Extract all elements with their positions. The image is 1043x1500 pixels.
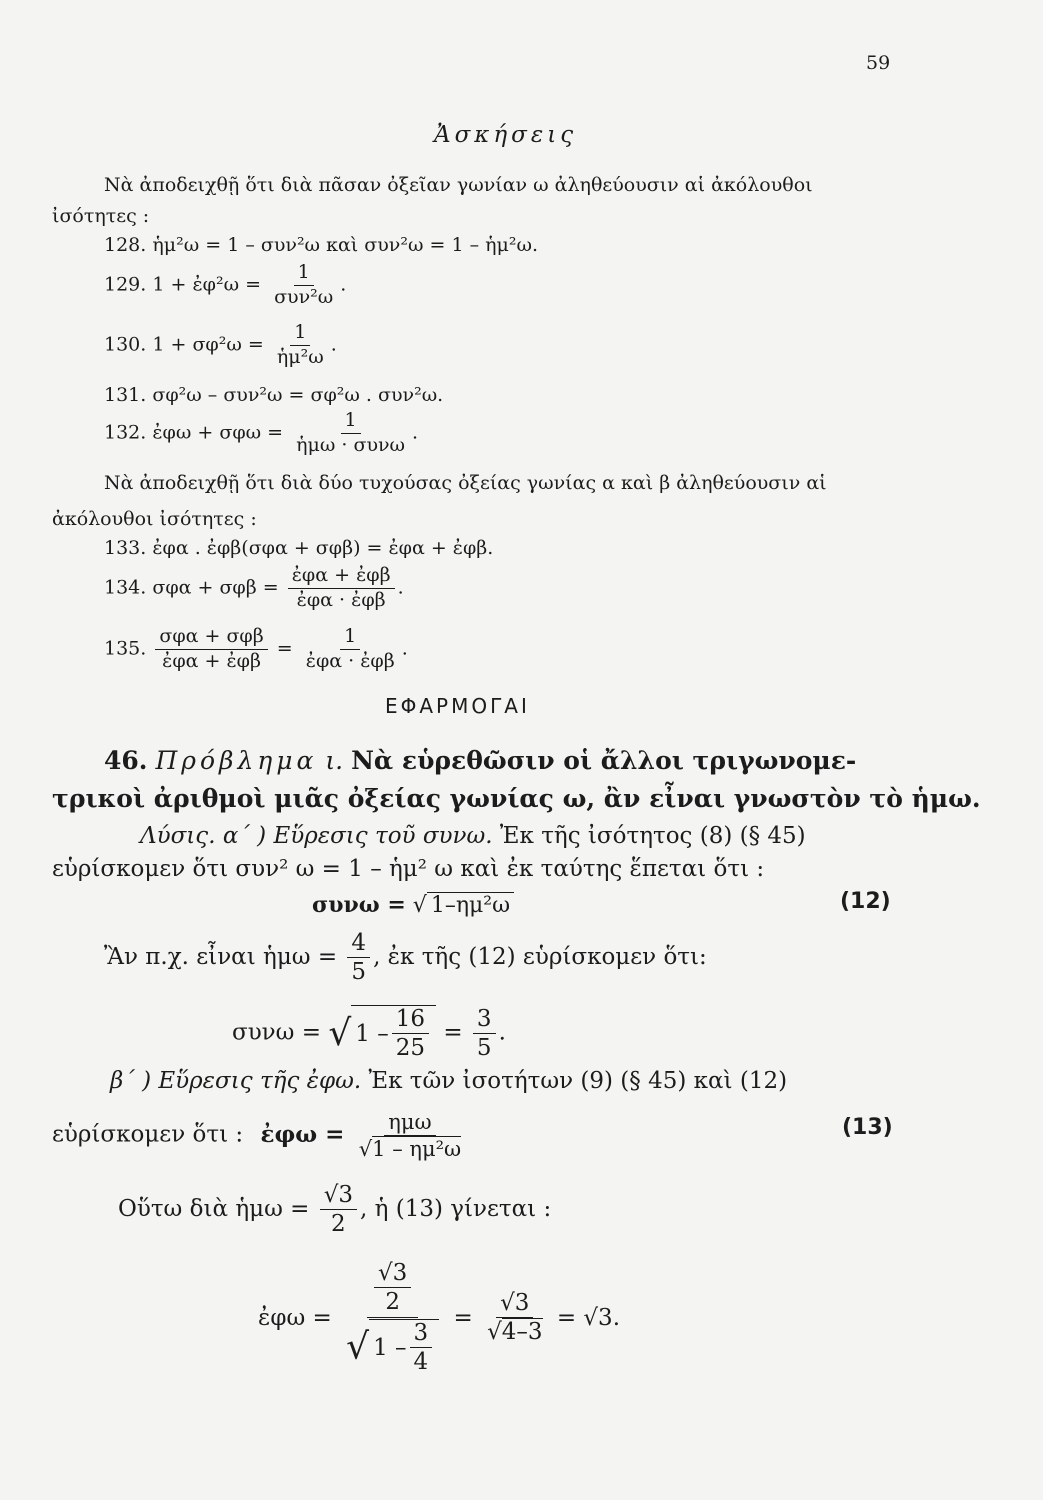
fraction bbox=[273, 322, 328, 369]
problem-statement: Νὰ εὑρεθῶσιν οἱ ἄλλοι τριγωνομε- bbox=[351, 746, 857, 775]
exercises-heading: Ἀσκήσεις bbox=[434, 122, 578, 148]
fraction-numerator: 1 bbox=[341, 410, 361, 434]
exercise-number: 134. bbox=[104, 576, 147, 599]
fraction-numerator: ημω bbox=[384, 1110, 435, 1136]
solution-line2: εὑρίσκομεν ὅτι συν² ω = 1 – ἡμ² ω καὶ ἐκ ταύτης ἕπεται ὅτι : bbox=[52, 856, 765, 882]
fraction-numerator: 16 bbox=[392, 1006, 429, 1034]
fraction-denominator bbox=[342, 1318, 443, 1376]
exercise-number: 133. bbox=[104, 537, 147, 559]
radicand: 1 – ημ²ω bbox=[372, 1137, 462, 1162]
exercise-number: 128. bbox=[104, 234, 147, 256]
exercise-number: 131. bbox=[104, 384, 147, 406]
fraction bbox=[355, 1110, 465, 1161]
fraction-numerator: √3 bbox=[320, 1182, 357, 1210]
square-root-icon: √ bbox=[358, 1137, 373, 1162]
beta-reference: Ἐκ τῶν ἰσοτήτων (9) (§ 45) καὶ (12) bbox=[368, 1068, 788, 1094]
problem-label-number: ι. bbox=[325, 746, 344, 775]
big-fraction bbox=[342, 1260, 443, 1376]
fraction-denominator: 5 bbox=[476, 1034, 492, 1061]
fraction bbox=[374, 1260, 411, 1316]
exercise-number: 132. bbox=[104, 421, 147, 444]
equals-sign: = bbox=[453, 1304, 473, 1331]
final-calculation bbox=[258, 1260, 620, 1376]
radicand-one: 1 – bbox=[355, 1020, 389, 1047]
solution-reference: Ἐκ τῆς ἰσότητος (8) (§ 45) bbox=[499, 823, 806, 849]
radicand: 1–ημ²ω bbox=[427, 892, 514, 918]
intro2-line2: ἀκόλουθοι ἰσότητες : bbox=[52, 508, 257, 530]
fraction-numerator: 3 bbox=[473, 1006, 496, 1034]
fraction-denominator: ἐφα + ἐφβ bbox=[162, 649, 261, 672]
fraction-denominator: 25 bbox=[395, 1035, 426, 1062]
fraction bbox=[483, 1290, 546, 1346]
fraction-denominator: 2 bbox=[385, 1289, 400, 1316]
period: . bbox=[401, 637, 408, 660]
exercise-135 bbox=[104, 626, 408, 673]
radicand bbox=[369, 1319, 439, 1376]
fraction-denominator bbox=[355, 1136, 465, 1161]
outo-text: Οὕτω διὰ ἡμω = bbox=[118, 1195, 310, 1222]
exercise-132 bbox=[104, 410, 418, 457]
fraction-denominator: 5 bbox=[351, 959, 367, 986]
exercise-133 bbox=[104, 537, 493, 559]
fraction bbox=[270, 262, 337, 309]
exercise-lhs: σφα + σφβ = bbox=[152, 576, 279, 599]
beta-line bbox=[110, 1068, 787, 1094]
exercise-130 bbox=[104, 322, 337, 369]
calculation-lhs: συνω = bbox=[232, 1019, 322, 1046]
exercise-text: σφ²ω – συν²ω = σφ²ω . συν²ω. bbox=[152, 384, 444, 406]
example-text-end: , ἐκ τῆς (12) εὑρίσκομεν ὅτι: bbox=[373, 943, 707, 970]
fraction bbox=[292, 410, 409, 457]
fraction-denominator: ἡμω · συνω bbox=[296, 433, 406, 456]
exercise-131 bbox=[104, 384, 443, 406]
equation-13-intro: εὑρίσκομεν ὅτι : bbox=[52, 1121, 244, 1148]
fraction-numerator: 1 bbox=[340, 626, 360, 650]
fraction bbox=[288, 565, 395, 612]
fraction-numerator: σφα + σφβ bbox=[155, 626, 267, 650]
square-root: √ 1–ημ²ω bbox=[413, 893, 514, 918]
exercise-129 bbox=[104, 262, 346, 309]
equals-sign: = bbox=[443, 1019, 463, 1046]
square-root-icon: √ bbox=[346, 1326, 370, 1368]
exercise-lhs: 1 + ἐφ²ω = bbox=[152, 273, 262, 296]
period: . bbox=[330, 333, 337, 356]
square-root: √ bbox=[328, 1012, 352, 1054]
exercise-text: ἐφα . ἐφβ(σφα + σφβ) = ἐφα + ἐφβ. bbox=[152, 537, 494, 559]
calculation-cos bbox=[232, 1005, 506, 1062]
square-root-icon: √ bbox=[487, 1319, 502, 1346]
problem-46-line1 bbox=[104, 746, 856, 775]
period: . bbox=[498, 1019, 506, 1046]
equals-sign: = bbox=[556, 1304, 577, 1331]
fraction-denominator: 4 bbox=[413, 1349, 429, 1376]
equals-sign: = bbox=[276, 637, 293, 660]
exercise-lhs: ἐφω + σφω = bbox=[152, 421, 284, 444]
fraction-numerator: ἐφα + ἐφβ bbox=[288, 565, 395, 589]
exercise-text: ἡμ²ω = 1 – συν²ω καὶ συν²ω = 1 – ἡμ²ω. bbox=[152, 234, 539, 256]
problem-label: Πρόβλημα bbox=[155, 746, 318, 775]
fraction bbox=[410, 1320, 433, 1376]
solution-heading: Λύσις. α΄ ) Εὕρεσις τοῦ συνω. bbox=[140, 823, 493, 849]
solution-line1 bbox=[140, 823, 806, 849]
fraction bbox=[347, 930, 370, 986]
example-line bbox=[104, 930, 707, 986]
page-number: 59 bbox=[866, 52, 891, 74]
example-text: Ἂν π.χ. εἶναι ἡμω = bbox=[104, 943, 338, 970]
problem-number: 46. bbox=[104, 746, 148, 775]
fraction-denominator: ἐφα · ἐφβ bbox=[305, 649, 395, 672]
fraction-numerator: 1 bbox=[294, 262, 314, 286]
exercise-128 bbox=[104, 234, 538, 256]
fraction bbox=[320, 1182, 357, 1238]
equation-lhs: συνω = bbox=[312, 892, 406, 918]
fraction bbox=[155, 626, 267, 673]
fraction-denominator bbox=[483, 1318, 546, 1345]
final-result: √3. bbox=[583, 1304, 621, 1331]
equation-13-line bbox=[52, 1110, 468, 1161]
problem-46-line2: τρικοὶ ἀριθμοὶ μιᾶς ὀξείας γωνίας ω, ἂν εἶναι γνωστὸν τὸ ἡμω. bbox=[52, 784, 981, 813]
radicand: 4–3 bbox=[501, 1319, 543, 1346]
radicand bbox=[351, 1005, 436, 1062]
fraction-numerator: √3 bbox=[374, 1260, 411, 1288]
period: . bbox=[412, 421, 419, 444]
fraction-denominator: ἡμ²ω bbox=[276, 345, 324, 368]
final-lhs: ἐφω = bbox=[258, 1304, 332, 1331]
fraction-denominator: συν²ω bbox=[274, 285, 334, 308]
fraction-numerator bbox=[367, 1260, 418, 1318]
beta-heading: β΄ ) Εὕρεσις τῆς ἐφω. bbox=[110, 1068, 362, 1094]
period: . bbox=[340, 273, 347, 296]
equation-lhs: ἐφω = bbox=[260, 1120, 345, 1148]
fraction-numerator: 4 bbox=[347, 930, 370, 958]
fraction-denominator: ἐφα · ἐφβ bbox=[296, 588, 386, 611]
fraction bbox=[392, 1006, 429, 1062]
fraction-numerator: 3 bbox=[410, 1320, 433, 1348]
radicand-one: 1 – bbox=[373, 1334, 407, 1361]
equation-12-label: (12) bbox=[840, 889, 891, 914]
fraction-numerator: √3 bbox=[496, 1290, 533, 1318]
intro1-line2: ἰσότητες : bbox=[52, 205, 150, 227]
exercise-lhs: 1 + σφ²ω = bbox=[152, 333, 264, 356]
section-title: ΕΦΑΡΜΟΓΑΙ bbox=[385, 694, 530, 718]
exercise-134 bbox=[104, 565, 404, 612]
exercise-number: 130. bbox=[104, 333, 147, 356]
outo-line bbox=[118, 1182, 551, 1238]
period: . bbox=[397, 576, 404, 599]
fraction bbox=[473, 1006, 496, 1062]
exercise-number: 135. bbox=[104, 637, 147, 660]
equation-13-label: (13) bbox=[842, 1115, 893, 1140]
fraction-denominator: 2 bbox=[331, 1211, 346, 1238]
exercise-number: 129. bbox=[104, 273, 147, 296]
outo-text-end: , ἡ (13) γίνεται : bbox=[360, 1195, 552, 1222]
fraction bbox=[302, 626, 399, 673]
fraction-numerator: 1 bbox=[290, 322, 310, 346]
equation-12 bbox=[312, 892, 514, 918]
intro2-line1: Νὰ ἀποδειχθῇ ὅτι διὰ δύο τυχούσας ὀξείας γωνίας α καὶ β ἀληθεύουσιν αἱ bbox=[104, 472, 827, 494]
intro1-line1: Νὰ ἀποδειχθῇ ὅτι διὰ πᾶσαν ὀξεῖαν γωνίαν ω ἀληθεύουσιν αἱ ἀκόλουθοι bbox=[104, 174, 813, 196]
